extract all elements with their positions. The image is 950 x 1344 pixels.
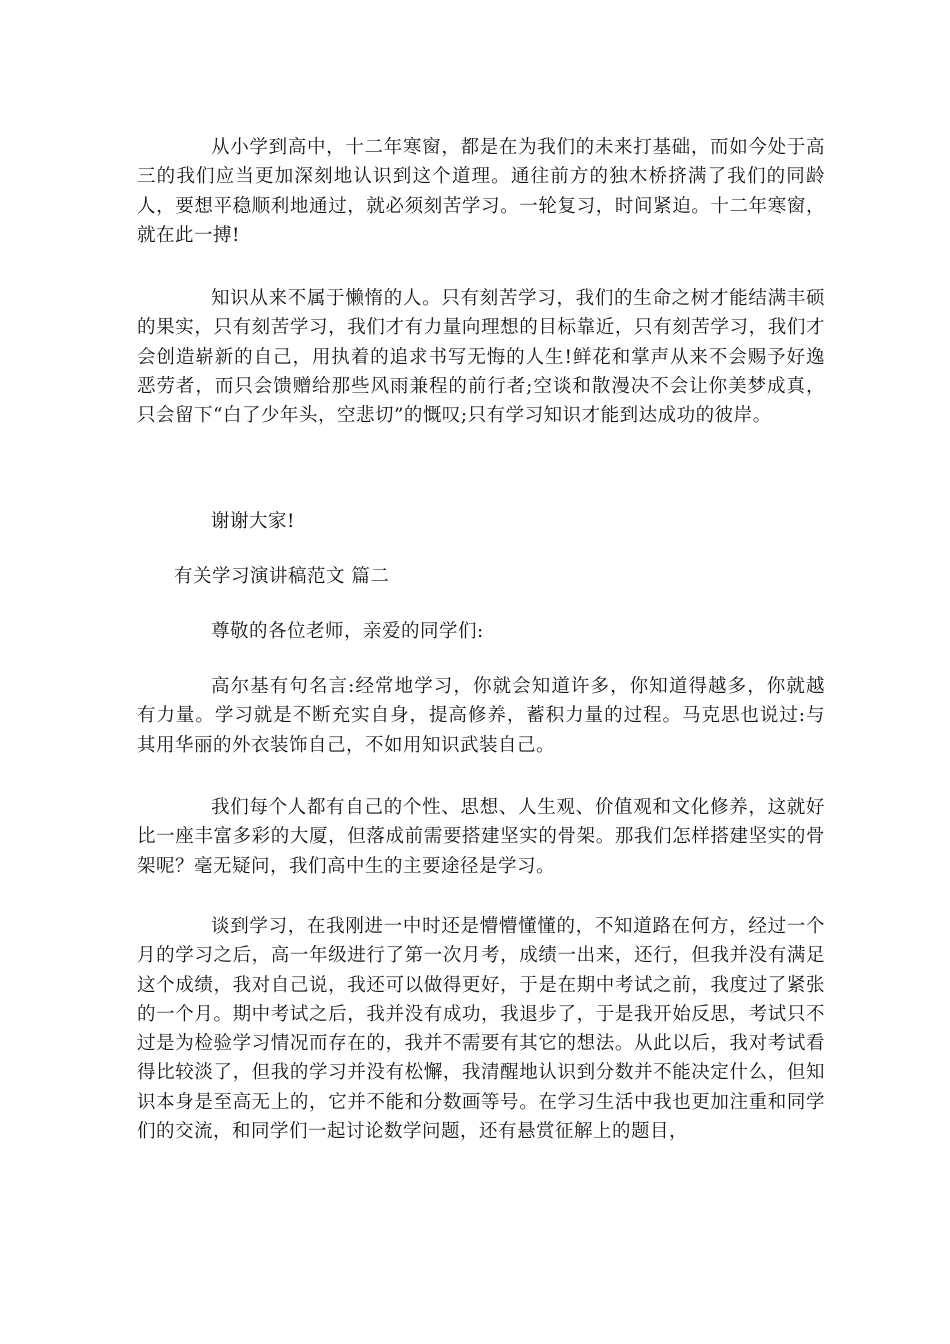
paragraph-5: 谈到学习，在我刚进一中时还是懵懵懂懂的，不知道路在何方，经过一个月的学习之后，高一年级进行了第一次月考，成绩一出来，还行，但我并没有满足这个成绩，我对自己说，我还可以做得更好，于是在期中考试之前，我度过了紧张的一个月。期中考试之后，我并没有成功，我退步了，于是我开始反思，考试只不过是为检验学习情况而存在的，我并不需要有其它的想法。从此以后，我对考试看得比较淡了，但我的学习并没有松懈，我清醒地认识到分数并不能决定什么，但知识本身是至高无上的，它并不能和分数画等号。在学习生活中我也更加注重和同学们的交流，和同学们一起讨论数学问题，还有悬赏征解上的题目， xyxy=(137,916,825,1143)
paragraph-2: 知识从来不属于懒惰的人。只有刻苦学习，我们的生命之树才能结满丰硕的果实，只有刻苦学习，我们才有力量向理想的目标靠近，只有刻苦学习，我们才会创造崭新的自己，用执着的追求书写无悔的人生!鲜花和掌声从来不会赐予好逸恶劳者，而只会馈赠给那些风雨兼程的前行者;空谈和散漫决不会让你美梦成真，只会留下“白了少年头，空悲切”的慨叹;只有学习知识才能到达成功的彼岸。 xyxy=(137,288,825,427)
paragraph-1: 从小学到高中，十二年寒窗，都是在为我们的未来打基础，而如今处于高三的我们应当更加深刻地认识到这个道理。通往前方的独木桥挤满了我们的同龄人，要想平稳顺利地通过，就必须刻苦学习。一轮复习，时间紧迫。十二年寒窗，就在此一搏! xyxy=(137,137,825,246)
greeting-line: 尊敬的各位老师，亲爱的同学们: xyxy=(211,621,484,642)
thanks-line: 谢谢大家! xyxy=(211,511,295,532)
section-title: 有关学习演讲稿范文 篇二 xyxy=(174,566,390,587)
paragraph-3: 高尔基有句名言:经常地学习，你就会知道许多，你知道得越多，你就越有力量。学习就是不断充实自身，提高修养，蓄积力量的过程。马克思也说过:与其用华丽的外衣装饰自己，不如用知识武装自己。 xyxy=(137,676,825,756)
paragraph-4: 我们每个人都有自己的个性、思想、人生观、价值观和文化修养，这就好比一座丰富多彩的大厦，但落成前需要搭建坚实的骨架。那我们怎样搭建坚实的骨架呢？毫无疑问，我们高中生的主要途径是学习。 xyxy=(137,797,825,877)
